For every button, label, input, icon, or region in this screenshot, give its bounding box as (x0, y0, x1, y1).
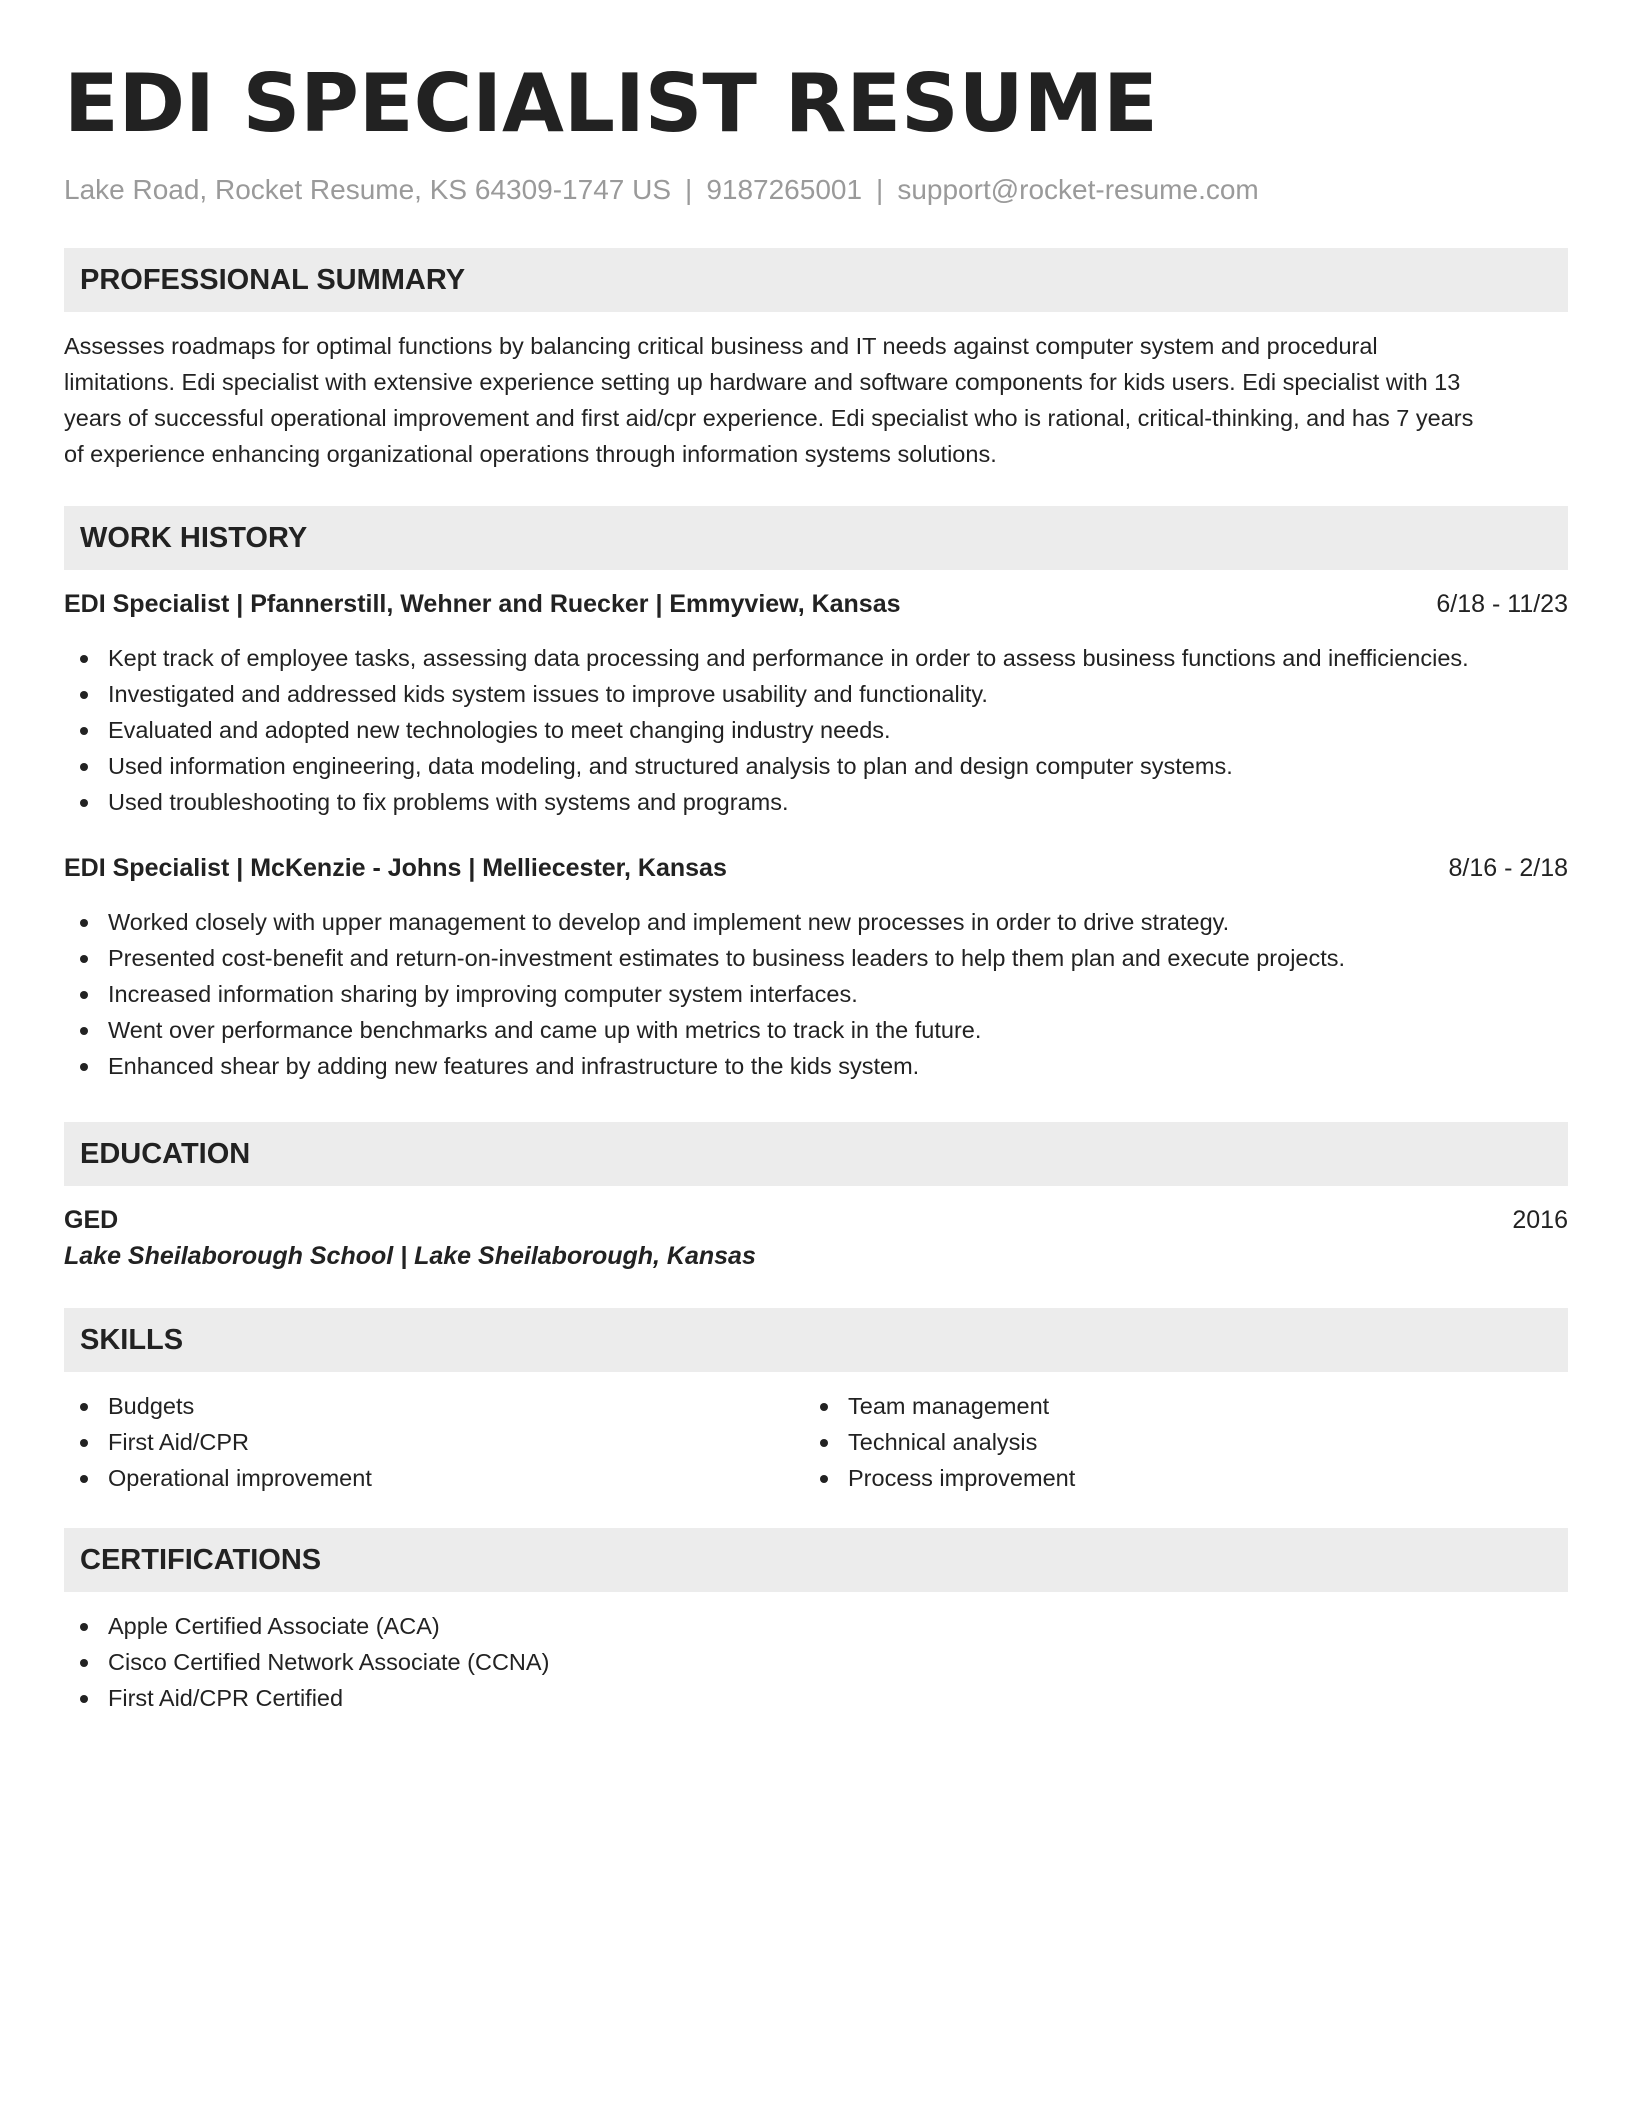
job-entry (64, 586, 1568, 820)
section-heading-work: WORK HISTORY (64, 506, 1568, 570)
job-header (64, 586, 1568, 622)
summary-text (64, 328, 1568, 472)
contact-phone: 9187265001 (706, 174, 863, 205)
contact-line (64, 172, 1568, 208)
section-heading-education: EDUCATION (64, 1122, 1568, 1186)
list-item: Enhanced shear by adding new features and infrastructure to the kids system. (64, 1048, 1568, 1084)
list-item: Team management (804, 1388, 1544, 1424)
list-item: Kept track of employee tasks, assessing data processing and performance in order to assess business functions and inefficiencies. (64, 640, 1568, 676)
summary-line: of experience enhancing organizational operations through information systems solutions. (64, 441, 997, 467)
list-item: Budgets (64, 1388, 804, 1424)
skills-column-right (804, 1388, 1544, 1496)
job-bullets (64, 904, 1568, 1084)
job-dates: 8/16 - 2/18 (1448, 854, 1568, 882)
job-bullets (64, 640, 1568, 820)
job-entry (64, 850, 1568, 1084)
certifications-list (64, 1608, 1568, 1716)
list-item: Apple Certified Associate (ACA) (64, 1608, 1568, 1644)
education-entry (64, 1202, 1568, 1274)
education-year: 2016 (1512, 1206, 1568, 1234)
summary-line: Assesses roadmaps for optimal functions by balancing critical business and IT needs against computer system and procedural (64, 333, 1378, 359)
list-item: Process improvement (804, 1460, 1544, 1496)
job-dates: 6/18 - 11/23 (1436, 590, 1568, 618)
list-item: Went over performance benchmarks and came up with metrics to track in the future. (64, 1012, 1568, 1048)
skills-column-left (64, 1388, 804, 1496)
section-heading-certifications: CERTIFICATIONS (64, 1528, 1568, 1592)
list-item: Presented cost-benefit and return-on-investment estimates to business leaders to help them plan and execute projects. (64, 940, 1568, 976)
list-item: Used information engineering, data modeling, and structured analysis to plan and design computer systems. (64, 748, 1568, 784)
section-heading-skills: SKILLS (64, 1308, 1568, 1372)
contact-separator: | (685, 174, 693, 205)
summary-line: years of successful operational improvement and first aid/cpr experience. Edi specialist who is rational, critical-thinking, and has 7 years (64, 405, 1474, 431)
education-header (64, 1202, 1568, 1238)
education-school: Lake Sheilaborough School | Lake Sheilaborough, Kansas (64, 1242, 756, 1270)
list-item: Technical analysis (804, 1424, 1544, 1460)
list-item: First Aid/CPR Certified (64, 1680, 1568, 1716)
list-item: Used troubleshooting to fix problems with systems and programs. (64, 784, 1568, 820)
resume-title: EDI SPECIALIST RESUME (64, 57, 1158, 150)
job-title: EDI Specialist | Pfannerstill, Wehner and Ruecker | Emmyview, Kansas (64, 590, 901, 618)
list-item: Investigated and addressed kids system issues to improve usability and functionality. (64, 676, 1568, 712)
list-item: First Aid/CPR (64, 1424, 804, 1460)
education-degree: GED (64, 1206, 119, 1234)
contact-address: Lake Road, Rocket Resume, KS 64309-1747 US (64, 174, 672, 205)
list-item: Worked closely with upper management to develop and implement new processes in order to drive strategy. (64, 904, 1568, 940)
contact-email: support@rocket-resume.com (897, 174, 1259, 205)
job-header (64, 850, 1568, 886)
job-title: EDI Specialist | McKenzie - Johns | Melliecester, Kansas (64, 854, 727, 882)
contact-separator: | (876, 174, 884, 205)
list-item: Cisco Certified Network Associate (CCNA) (64, 1644, 1568, 1680)
list-item: Operational improvement (64, 1460, 804, 1496)
summary-line: limitations. Edi specialist with extensive experience setting up hardware and software components for kids users. Edi specialist with 13 (64, 369, 1461, 395)
list-item: Increased information sharing by improving computer system interfaces. (64, 976, 1568, 1012)
skills-grid (64, 1388, 1568, 1496)
section-heading-summary: PROFESSIONAL SUMMARY (64, 248, 1568, 312)
list-item: Evaluated and adopted new technologies to meet changing industry needs. (64, 712, 1568, 748)
